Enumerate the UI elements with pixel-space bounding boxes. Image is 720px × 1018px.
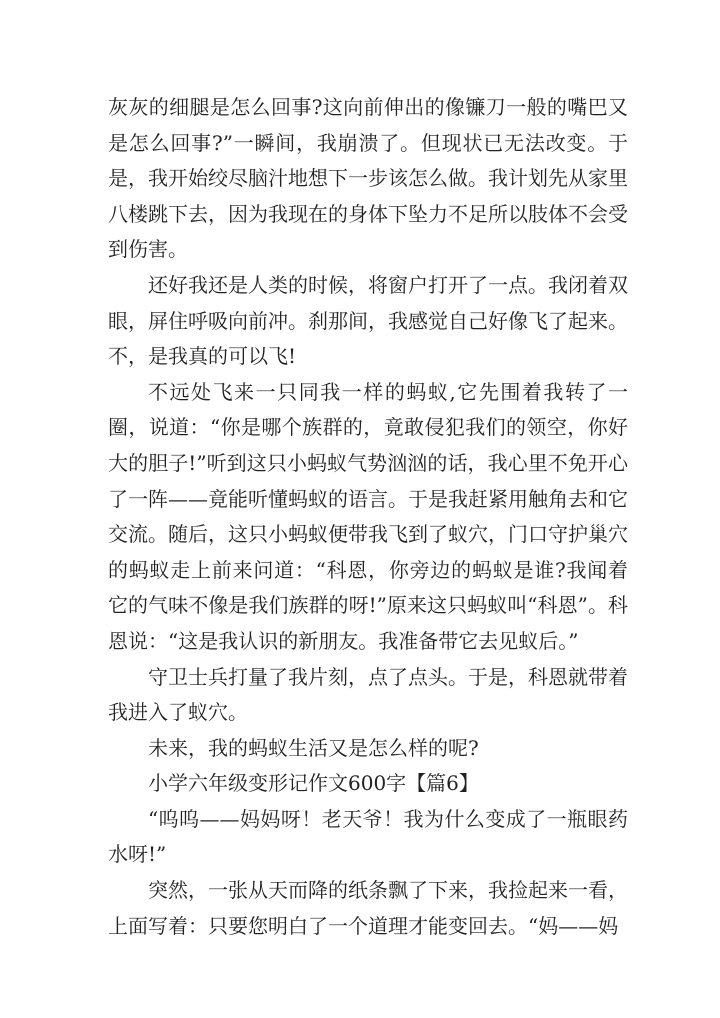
paragraph-2: 还好我还是人类的时候，将窗户打开了一点。我闭着双眼，屏住呼吸向前冲。刹那间，我感觉自己好像飞了起来。不，是我真的可以飞! <box>108 272 628 369</box>
paragraph-6: “呜呜——妈妈呀！老天爷！我为什么变成了一瓶眼药水呀!” <box>108 806 628 867</box>
document-body <box>108 90 628 944</box>
paragraph-3: 不远处飞来一只同我一样的蚂蚁,它先围着我转了一圈，说道：“你是哪个族群的，竟敢侵犯我们的领空，你好大的胆子!”听到这只小蚂蚁气势汹汹的话，我心里不免开心了一阵——竟能听懂蚂蚁的语言。于是我赶紧用触角去和它交流。随后，这只小蚂蚁便带我飞到了蚁穴，门口守护巢穴的蚂蚁走上前来问道：“科恩，你旁边的蚂蚁是谁?我闻着它的气味不像是我们族群的呀!”原来这只蚂蚁叫“科恩”。科恩说：“这是我认识的新朋友。我准备带它去见蚁后。” <box>108 379 628 653</box>
paragraph-5: 未来，我的蚂蚁生活又是怎么样的呢? <box>148 735 479 760</box>
paragraph-7: 突然，一张从天而降的纸条飘了下来，我捡起来一看，上面写着：只要您明白了一个道理才能变回去。“妈——妈 <box>108 878 628 938</box>
section-heading: 小学六年级变形记作文600字【篇6】 <box>148 771 479 796</box>
paragraph-4: 守卫士兵打量了我片刻，点了点头。于是，科恩就带着我进入了蚁穴。 <box>108 664 628 725</box>
paragraph-1: 灰灰的细腿是怎么回事?这向前伸出的像镰刀一般的嘴巴又是怎么回事?”一瞬间，我崩溃了。但现状已无法改变。于是，我开始绞尽脑汁地想下一步该怎么做。我计划先从家里八楼跳下去，因为我现在的身体下坠力不足所以肢体不会受到伤害。 <box>108 95 628 262</box>
